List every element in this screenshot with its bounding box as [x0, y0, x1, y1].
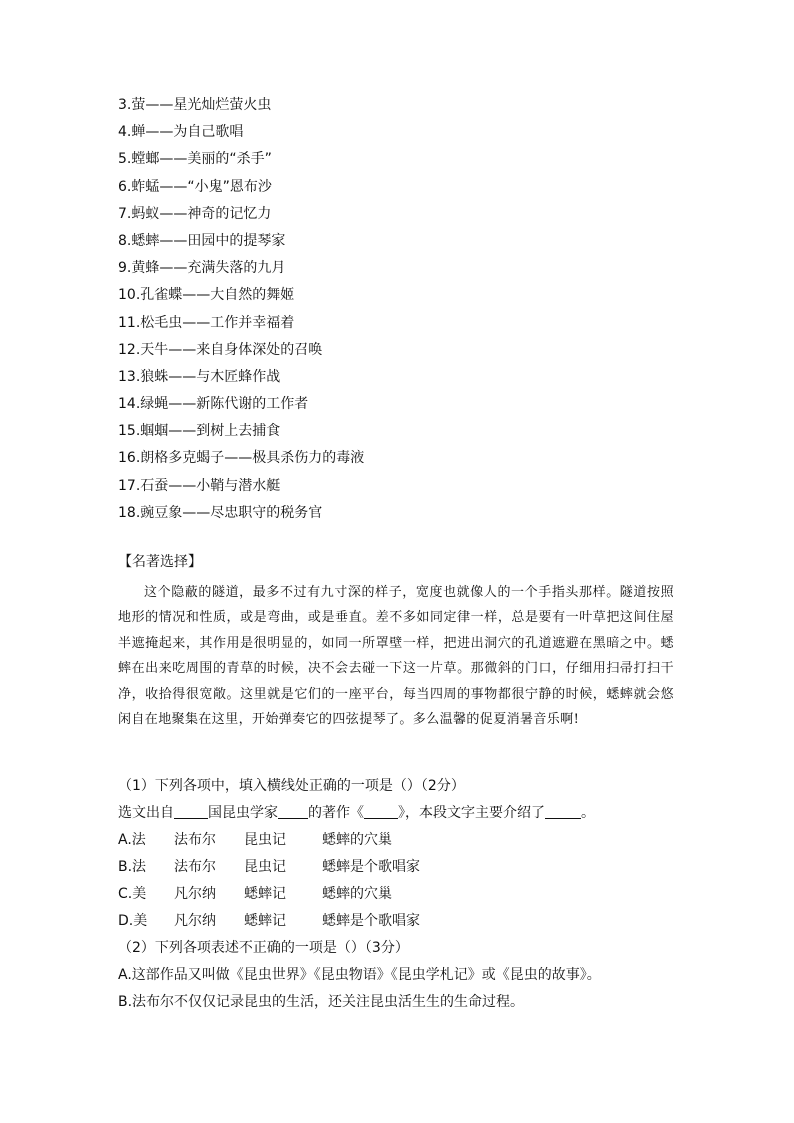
chapter-item: 5.螳螂——美丽的“杀手”	[118, 151, 272, 168]
answer-blank	[278, 804, 308, 819]
chapter-item: 10.孔雀蝶——大自然的舞姬	[118, 287, 295, 304]
question-2-option-a: A.这部作品又叫做《昆虫世界》《昆虫物语》《昆虫学札记》或《昆虫的故事》。	[118, 967, 601, 983]
chapter-item: 6.蚱蜢——“小鬼”恩布沙	[118, 178, 272, 195]
option-content: 蟋蟀是个歌唱家	[322, 859, 420, 875]
chapter-item: 3.萤——星光灿烂萤火虫	[118, 97, 272, 113]
option-country: B.法	[118, 859, 147, 875]
option-author: 凡尔纳	[174, 913, 216, 929]
answer-blank	[545, 804, 581, 819]
option-book: 昆虫记	[244, 859, 286, 875]
option-book: 蟋蟀记	[244, 886, 286, 902]
answer-blank	[364, 804, 398, 819]
chapter-item: 16.朗格多克蝎子——极具杀伤力的毒液	[118, 450, 365, 467]
chapter-item: 8.蟋蟀——田园中的提琴家	[118, 232, 286, 249]
option-author: 法布尔	[174, 832, 216, 848]
chapter-item: 11.松毛虫——工作并幸福着	[118, 314, 295, 331]
question-2-option-b: B.法布尔不仅仅记录昆虫的生活，还关注昆虫活生生的生命过程。	[118, 994, 525, 1010]
question-1-fill-sentence	[118, 803, 595, 823]
option-content: 蟋蟀的穴巢	[322, 832, 392, 848]
chapter-item: 18.豌豆象——尽忠职守的税务官	[118, 504, 323, 521]
chapter-item: 4.蝉——为自己歌唱	[118, 124, 244, 141]
chapter-item: 13.狼蛛——与木匠蜂作战	[118, 368, 281, 385]
option-content: 蟋蟀的穴巢	[322, 886, 392, 902]
fill-text: 的著作《	[308, 805, 364, 821]
option-content: 蟋蟀是个歌唱家	[322, 913, 420, 929]
option-b	[118, 857, 420, 877]
answer-blank	[174, 804, 208, 819]
chapter-item: 14.绿蝇——新陈代谢的工作者	[118, 396, 309, 413]
option-author: 法布尔	[174, 859, 216, 875]
chapter-item: 7.蚂蚁——神奇的记忆力	[118, 205, 272, 222]
option-country: C.美	[118, 886, 147, 902]
option-country: D.美	[118, 913, 148, 929]
reading-passage: 这个隐蔽的隧道，最多不过有九寸深的样子，宽度也就像人的一个手指头那样。隧道按照地形的情况和性质，或是弯曲，或是垂直。差不多如同定律一样，总是要有一叶草把这间住屋半遮掩起来，其作用是很明显的，如同一所罩壁一样，把进出洞穴的孔道遮避在黑暗之中。蟋蟀在出来吃周围的青草的时候，决不会去碰一下这一片草。那微斜的门口，仔细用扫帚打扫干净，收拾得很宽敞。这里就是它们的一座平台，每当四周的事物都很宁静的时候，蟋蟀就会悠闲自在地聚集在这里，开始弹奏它的四弦提琴了。多么温馨的促夏消暑音乐啊!	[118, 585, 674, 728]
option-a	[118, 830, 392, 850]
option-author: 凡尔纳	[174, 886, 216, 902]
section-title: 【名著选择】	[118, 554, 202, 570]
fill-text: 》，本段文字主要介绍了	[398, 805, 545, 821]
chapter-item: 17.石蚕——小鞘与潜水艇	[118, 477, 281, 494]
chapter-item: 9.黄蜂——充满失落的九月	[118, 260, 286, 277]
fill-text: 选文出自	[118, 805, 174, 821]
chapter-item: 12.天牛——来自身体深处的召唤	[118, 341, 323, 358]
option-book: 蟋蟀记	[244, 913, 286, 929]
option-country: A.法	[118, 832, 146, 848]
chapter-item: 15.蝈蝈——到树上去捕食	[118, 423, 281, 440]
fill-text: 国昆虫学家	[208, 805, 278, 821]
option-book: 昆虫记	[244, 832, 286, 848]
fill-text: 。	[581, 805, 595, 821]
option-d	[118, 911, 420, 931]
chapter-list	[118, 92, 364, 527]
option-c	[118, 884, 392, 904]
question-1-stem: （1）下列各项中，填入横线处正确的一项是（）（2分）	[118, 778, 465, 794]
question-2-stem: （2）下列各项表述不正确的一项是（）（3分）	[118, 940, 409, 956]
